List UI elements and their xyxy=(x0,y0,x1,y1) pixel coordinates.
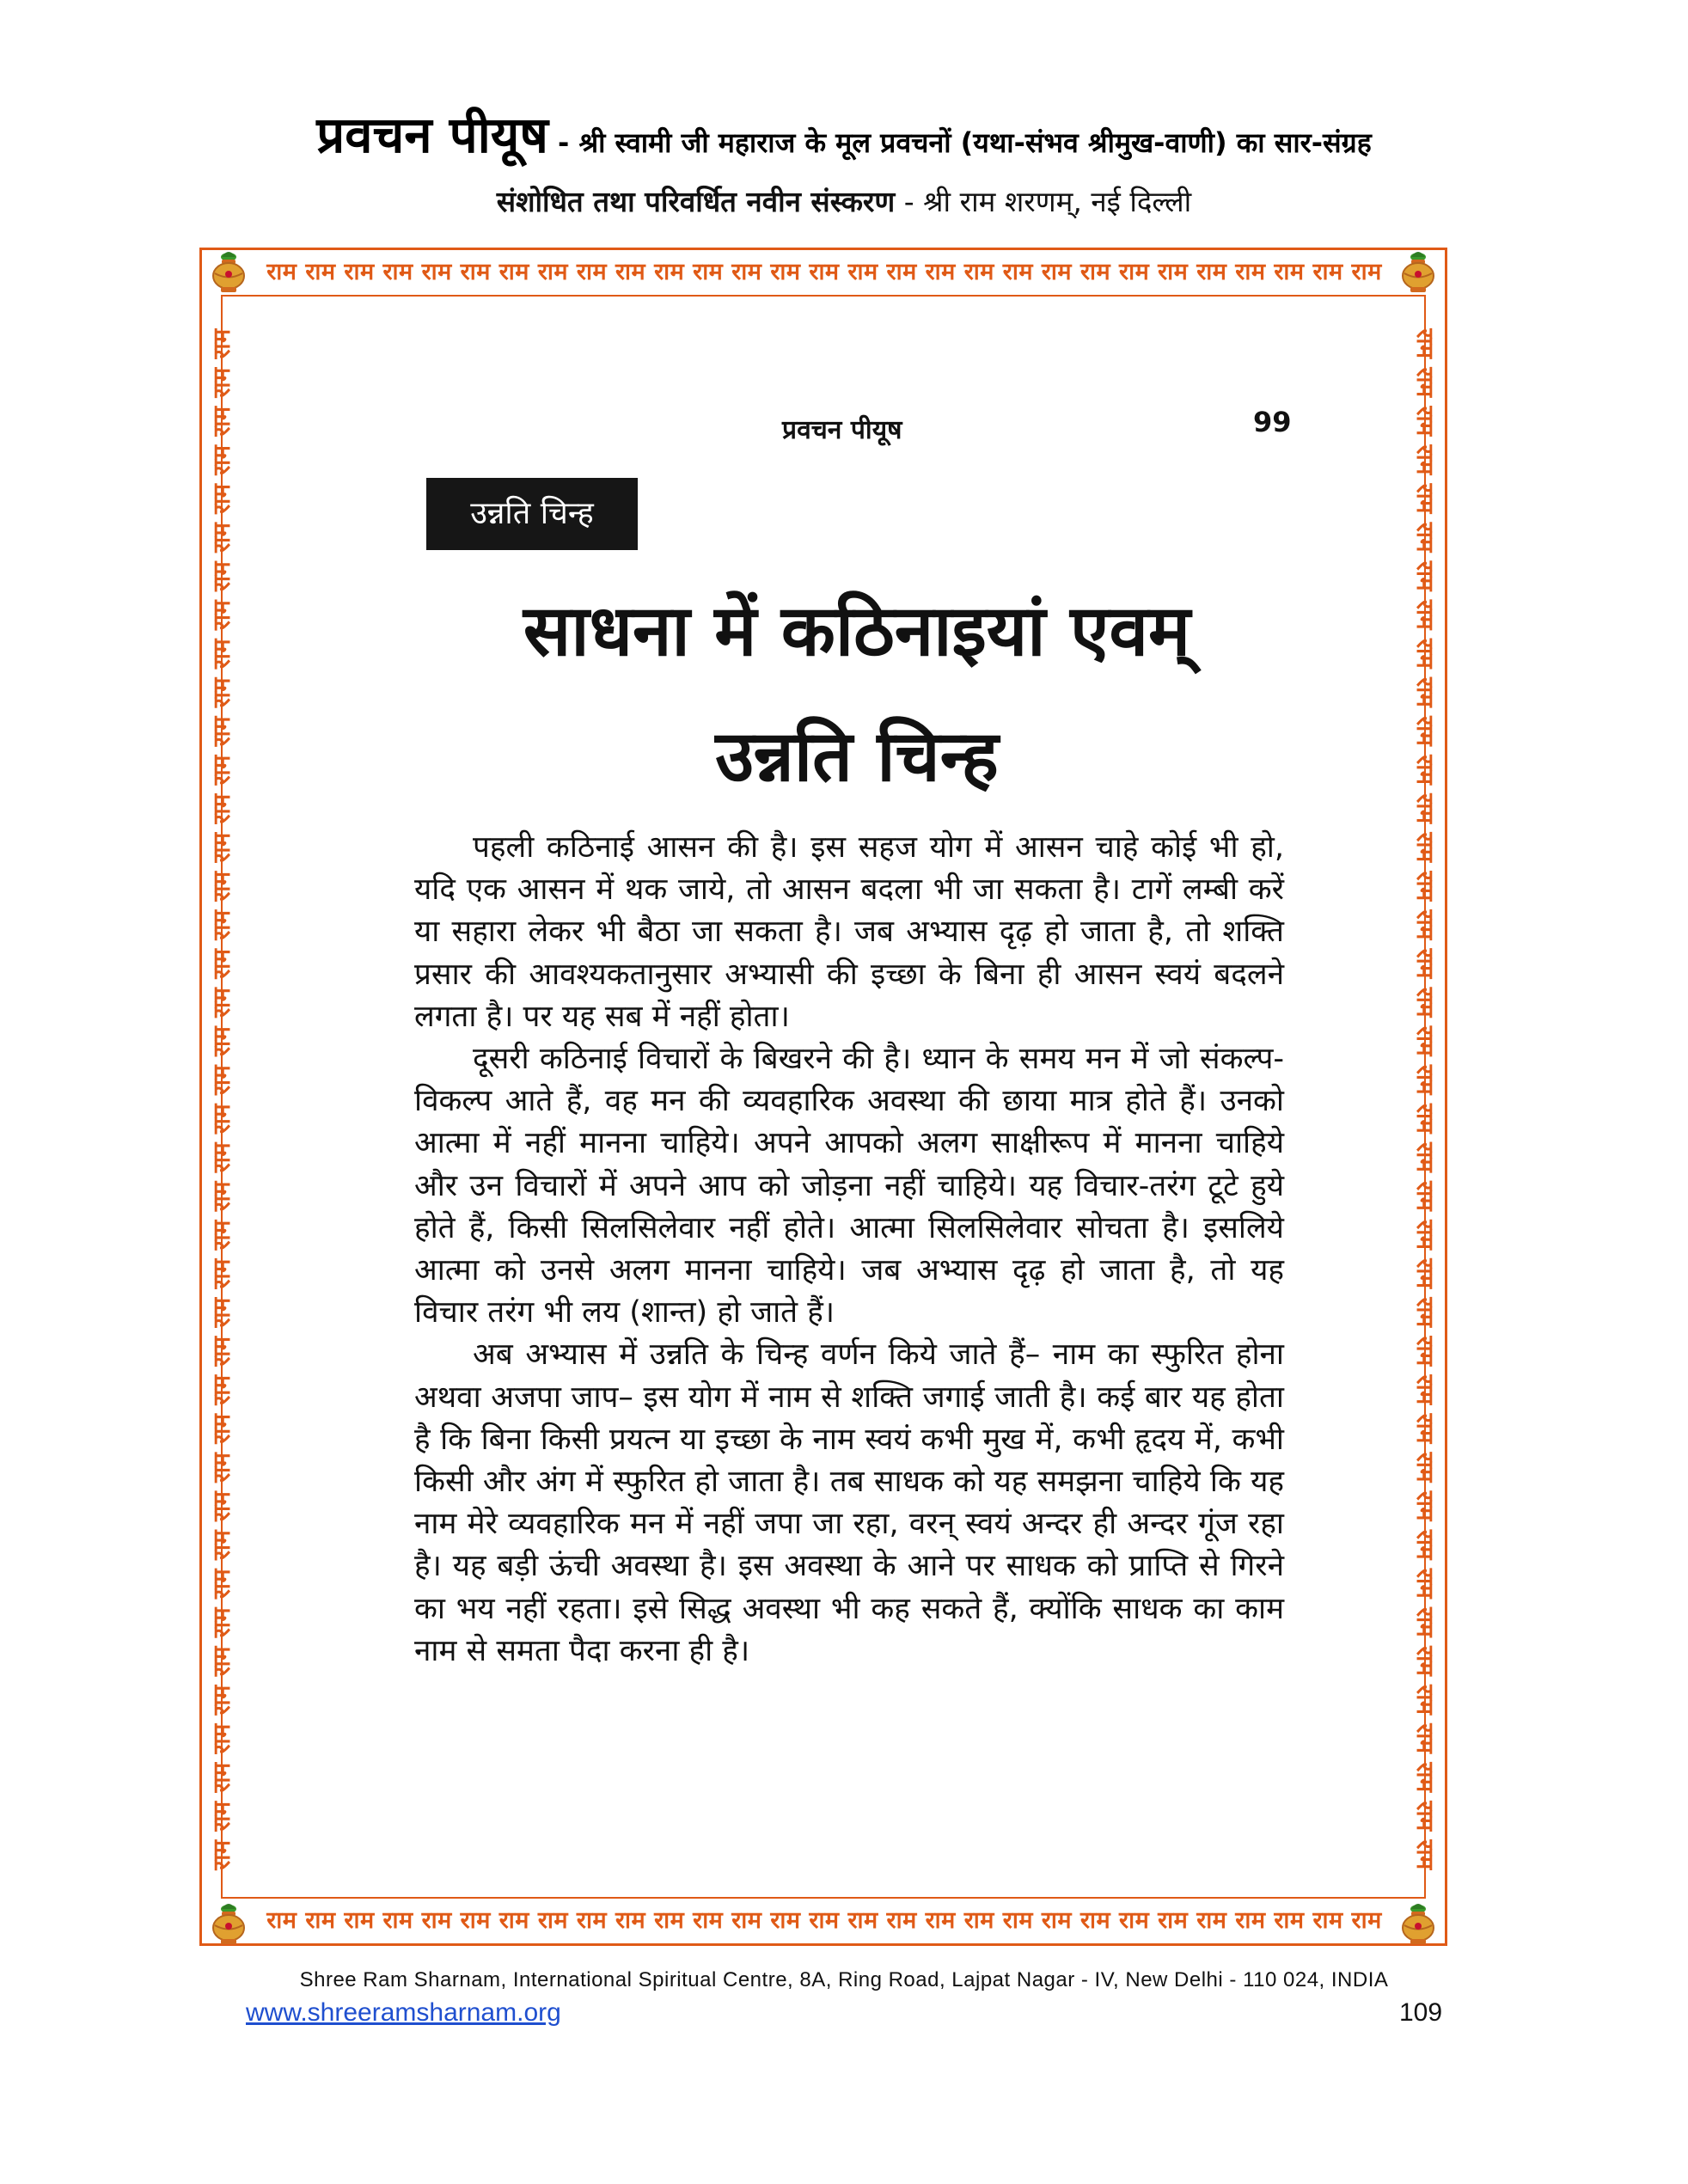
header-separator: - xyxy=(547,126,579,159)
edition-label: संशोधित तथा परिवर्धित नवीन संस्करण xyxy=(496,185,896,218)
paragraph: दूसरी कठिनाई विचारों के बिखरने की है। ध्यान के समय मन में जो संकल्प-विकल्प आते हैं, वह मन की व्यवहारिक अवस्था की छाया मात्र होते हैं। उनको आत्मा में नहीं मानना चाहिये। अपने आपको अलग साक्षीरूप में मानना चाहिये और उन विचारों में अपने आप को जोड़ना नहीं चाहिये। यह विचार-तरंग टूटे हुये होते हैं, किसी सिलसिलेवार नहीं होते। आत्मा सिलसिलेवार सोचता है। इसलिये आत्मा को उनसे अलग मानना चाहिये। जब अभ्यास दृढ़ हो जाता है, तो यह विचार तरंग भी लय (शान्त) हो जाते हैं। xyxy=(414,1042,1284,1331)
edition-publisher: - श्री राम शरणम्, नई दिल्ली xyxy=(895,185,1192,218)
ram-border-right-text: राम राम राम राम राम राम राम राम राम राम राम राम राम राम राम राम राम राम राम राम राम राम राम राम राम राम राम राम राम राम राम राम राम राम राम राम राम राम राम राम xyxy=(1411,328,1438,1870)
website-link[interactable]: www.shreeramsharnam.org xyxy=(246,1998,561,2027)
running-title: प्रवचन पीयूष xyxy=(782,415,902,445)
chapter-title-line1: साधना में कठिनाइयां एवम् xyxy=(523,590,1191,672)
header-subtitle: श्री स्वामी जी महाराज के मूल प्रवचनों (यथा-संभव श्रीमुख-वाणी) का सार-संग्रह xyxy=(578,126,1372,159)
ram-border-left-text: राम राम राम राम राम राम राम राम राम राम राम राम राम राम राम राम राम राम राम राम राम राम राम राम राम राम राम राम राम राम राम राम राम राम राम राम राम राम राम राम xyxy=(209,328,235,1870)
footer-address: Shree Ram Sharnam, International Spiritual Centre, 8A, Ring Road, Lajpat Nagar - IV, New Delhi - 110 024, INDIA xyxy=(299,1968,1389,1991)
chapter-title-line2: उन्नति चिन्ह xyxy=(715,716,999,798)
book-page-number: 99 xyxy=(1253,406,1292,438)
ram-border-bottom: राम राम राम राम राम राम राम राम राम राम राम राम राम राम राम राम राम राम राम राम राम राम राम राम राम राम राम राम राम xyxy=(266,1907,1382,1934)
pdf-page-number: 109 xyxy=(1399,1998,1443,2027)
paragraph: पहली कठिनाई आसन की है। इस सहज योग में आसन चाहे कोई भी हो, यदि एक आसन में थक जाये, तो आसन बदला भी जा सकता है। टागें लम्बी करें या सहारा लेकर भी बैठा जा सकता है। जब अभ्यास दृढ़ हो जाता है, तो शक्ति प्रसार की आवश्यकतानुसार अभ्यासी की इच्छा के बिना ही आसन स्वयं बदलने लगता है। पर यह सब में नहीं होता। xyxy=(414,830,1284,1034)
body-text xyxy=(414,827,1284,1673)
ram-border-top: राम राम राम राम राम राम राम राम राम राम राम राम राम राम राम राम राम राम राम राम राम राम राम राम राम राम राम राम राम xyxy=(266,259,1382,285)
header-title: प्रवचन पीयूष xyxy=(316,106,548,164)
section-tag: उन्नति चिन्ह xyxy=(426,478,638,550)
paragraph: अब अभ्यास में उन्नति के चिन्ह वर्णन किये जाते हैं– नाम का स्फुरित होना अथवा अजपा जाप– इस योग में नाम से शक्ति जगाई जाती है। कई बार यह होता है कि बिना किसी प्रयत्न या इच्छा के नाम स्वयं कभी मुख में, कभी हृदय में, कभी किसी और अंग में स्फुरित हो जाता है। तब साधक को यह समझना चाहिये कि यह नाम मेरे व्यवहारिक मन में नहीं जपा जा रहा, वरन् स्वयं अन्दर ही अन्दर गूंज रहा है। यह बड़ी ऊंची अवस्था है। इस अवस्था के आने पर साधक को प्राप्ति से गिरने का भय नहीं रहता। इसे सिद्ध अवस्था भी कह सकते हैं, क्योंकि साधक का काम नाम से समता पैदा करना ही है। xyxy=(414,1337,1285,1668)
